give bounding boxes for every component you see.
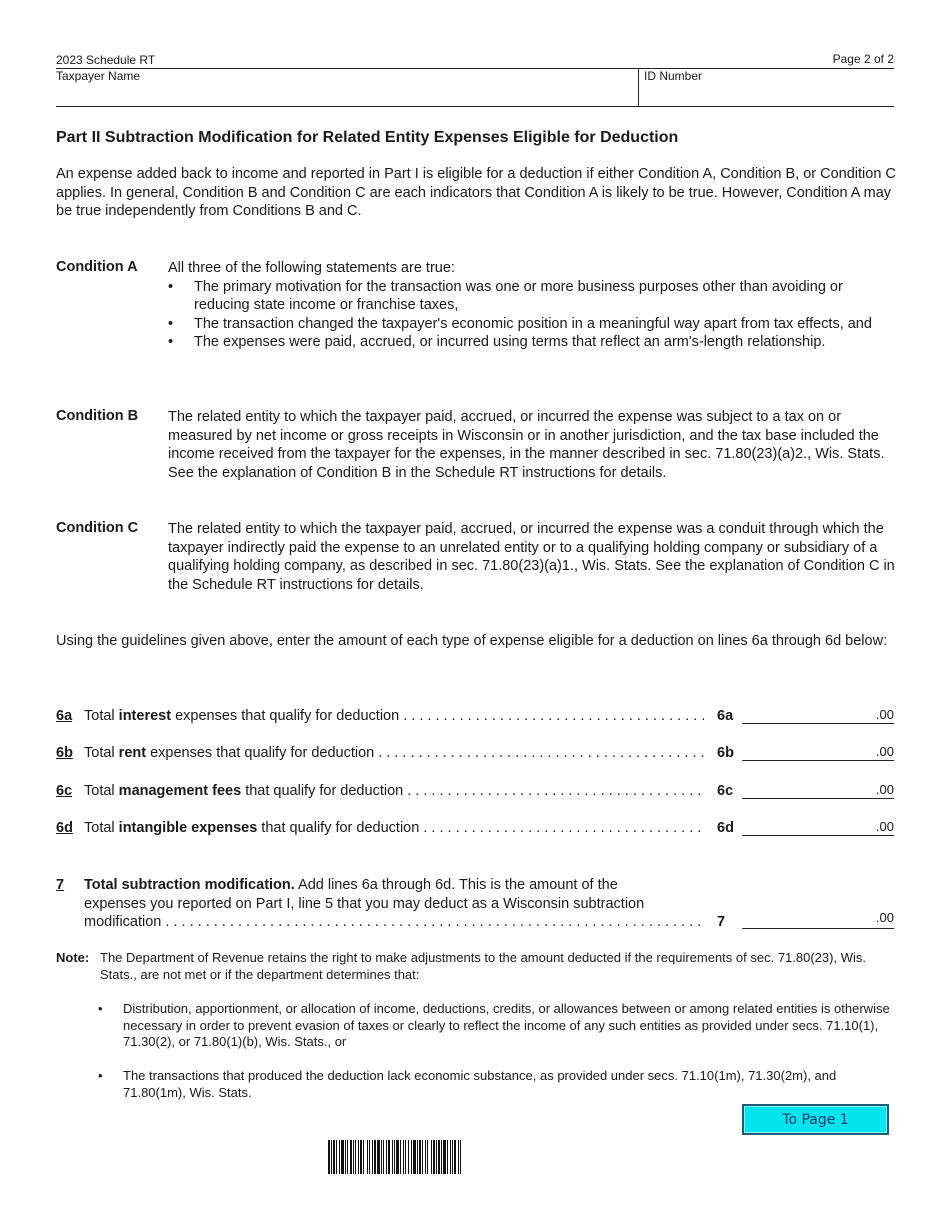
- barcode-bar: [408, 1140, 409, 1174]
- barcode-bar: [433, 1140, 435, 1174]
- barcode-bar: [443, 1140, 446, 1174]
- barcode-bar: [422, 1140, 423, 1174]
- barcode-bar: [458, 1140, 459, 1174]
- id-number-label: ID Number: [644, 69, 703, 83]
- condition-c-text: The related entity to which the taxpayer paid, accrued, or incurred the expense was a conduit through which the taxpayer indirectly paid the expense to an unrelated entity or to a qualifying holding company or subsidiary of a qualifying holding company, as described in sec. 71.80(23)(a)1., Wis. Stats. See the explanation of Condition C in the Schedule RT instructions for details.: [168, 521, 895, 593]
- line-6d: [56, 820, 896, 842]
- header-bottom-rule: [56, 106, 894, 107]
- line-code: 6c: [717, 783, 734, 799]
- barcode-bar: [400, 1140, 401, 1174]
- barcode-bar: [360, 1140, 362, 1174]
- barcode-bar: [436, 1140, 437, 1174]
- condition-a-bullet: • The primary motivation for the transaction was one or more business purposes other than avoiding or reducing state income or franchise taxes,: [168, 278, 896, 315]
- barcode-bar: [386, 1140, 387, 1174]
- barcode-bar: [355, 1140, 356, 1174]
- line-code: 7: [717, 914, 726, 930]
- barcode-bar: [392, 1140, 393, 1174]
- barcode-bar: [450, 1140, 451, 1174]
- barcode-bar: [454, 1140, 456, 1174]
- condition-b-label: Condition B: [56, 408, 139, 424]
- barcode-bar: [417, 1140, 418, 1174]
- barcode-bar: [411, 1140, 412, 1174]
- barcode-bar: [405, 1140, 406, 1174]
- barcode-bar: [452, 1140, 453, 1174]
- barcode-bar: [403, 1140, 404, 1174]
- note-text: The Department of Revenue retains the right to make adjustments to the amount deducted if the requirements of sec. 71.80(23), Wis. Stats., are not met or if the department determines that:: [100, 950, 866, 982]
- barcode-bar: [419, 1140, 421, 1174]
- condition-b-text: The related entity to which the taxpayer paid, accrued, or incurred the expense was subject to a tax on or measured by net income or gross receipts in Wisconsin or in another jurisdiction, and the tax base included the income received from the taxpayer for the expenses, in the manner described in sec. 71.80(23)(a)2., Wis. Stats. See the explanation of Condition B in the Schedule RT instructions for details.: [168, 409, 885, 481]
- line-6c: [56, 783, 896, 805]
- barcode-bar: [331, 1140, 332, 1174]
- condition-a-label: Condition A: [56, 259, 138, 275]
- line-description: Total intangible expenses that qualify for deduction . . .: [84, 820, 704, 836]
- line-6b: [56, 745, 896, 767]
- condition-a-text: [168, 259, 896, 352]
- taxpayer-name-field[interactable]: [56, 84, 636, 104]
- line-number: 6d: [56, 820, 73, 836]
- page-label: Page 2 of 2: [832, 52, 894, 66]
- barcode-bar: [427, 1140, 428, 1174]
- line-code: 6a: [717, 708, 734, 724]
- line-6c-amount-field[interactable]: [742, 779, 894, 799]
- barcode-bar: [358, 1140, 359, 1174]
- barcode-bar: [438, 1140, 440, 1174]
- taxpayer-name-label: Taxpayer Name: [56, 69, 141, 83]
- barcode-bar: [328, 1140, 330, 1174]
- line-6d-amount-field[interactable]: [742, 816, 894, 836]
- cents-label: .00: [875, 819, 894, 834]
- barcode-bar: [367, 1140, 368, 1174]
- barcode-bar: [353, 1140, 354, 1174]
- barcode-bar: [333, 1140, 335, 1174]
- barcode: [328, 1140, 624, 1174]
- line-number: 6b: [56, 745, 73, 761]
- barcode-bar: [336, 1140, 337, 1174]
- barcode-bar: [383, 1140, 384, 1174]
- barcode-bar: [388, 1140, 390, 1174]
- condition-a-list: [168, 278, 896, 352]
- line-number: 6c: [56, 783, 73, 799]
- barcode-bar: [345, 1140, 346, 1174]
- id-number-field[interactable]: [644, 84, 892, 104]
- condition-a-lead: All three of the following statements are true:: [168, 260, 455, 276]
- line-6b-amount-field[interactable]: [742, 741, 894, 761]
- part2-intro: An expense added back to income and reported in Part I is eligible for a deduction if either Condition A, Condition B, or Condition C applies. In general, Condition B and Condition C are each indicators that Condition A is likely to be true. However, Condition A may be true independently from Conditions B and C.: [56, 166, 896, 219]
- barcode-bar: [425, 1140, 426, 1174]
- part2-heading: Part II Subtraction Modification for Related Entity Expenses Eligible for Deduction: [56, 129, 679, 146]
- note-bullet-text: Distribution, apportionment, or allocation of income, deductions, credits, or allowances between or among related entities is otherwise necessary in order to prevent evasion of taxes or clearly to reflect the income of any such entities as provided under secs. 71.10(1), 71.30(2), or 71.80(1)(b), Wis. Stats., or: [123, 1001, 890, 1049]
- to-page-1-button[interactable]: To Page 1: [742, 1104, 889, 1135]
- barcode-bar: [350, 1140, 352, 1174]
- barcode-bar: [381, 1140, 382, 1174]
- barcode-bar: [372, 1140, 373, 1174]
- barcode-bar: [369, 1140, 370, 1174]
- barcode-bar: [363, 1140, 364, 1174]
- barcode-bar: [460, 1140, 461, 1174]
- line-7-amount-field[interactable]: [742, 909, 894, 929]
- cents-label: .00: [875, 707, 894, 722]
- barcode-bar: [347, 1140, 348, 1174]
- barcode-bar: [441, 1140, 442, 1174]
- condition-a-bullet: • The transaction changed the taxpayer's economic position in a meaningful way apart from tax effects, and: [168, 315, 896, 334]
- header-divider: [638, 68, 639, 107]
- line-description: Total management fees that qualify for deduction . . .: [84, 783, 704, 799]
- line-code: 6b: [717, 745, 734, 761]
- line-description: Total rent expenses that qualify for deduction . . .: [84, 745, 704, 761]
- line-number: 7: [56, 877, 65, 893]
- condition-a-bullet: • The expenses were paid, accrued, or incurred using terms that reflect an arm's-length relationship.: [168, 333, 896, 352]
- note-label: Note:: [56, 950, 90, 965]
- barcode-bar: [339, 1140, 340, 1174]
- barcode-bar: [374, 1140, 376, 1174]
- line-code: 6d: [717, 820, 734, 836]
- barcode-bar: [413, 1140, 416, 1174]
- barcode-bar: [341, 1140, 344, 1174]
- barcode-bar: [377, 1140, 380, 1174]
- condition-c-label: Condition C: [56, 520, 139, 536]
- barcode-bar: [431, 1140, 432, 1174]
- cents-label: .00: [875, 782, 894, 797]
- barcode-bar: [396, 1140, 399, 1174]
- form-title: 2023 Schedule RT: [56, 53, 156, 67]
- barcode-bar: [447, 1140, 448, 1174]
- cents-label: .00: [875, 744, 894, 759]
- barcode-bar: [394, 1140, 395, 1174]
- line-6a: [56, 708, 896, 730]
- header-top-rule: [56, 68, 894, 69]
- cents-label: .00: [875, 909, 894, 925]
- line-description: Total interest expenses that qualify for deduction . . .: [84, 708, 704, 724]
- guidelines-text: Using the guidelines given above, enter the amount of each type of expense eligible for a deduction on lines 6a through 6d below:: [56, 633, 888, 649]
- line-7-description: Total subtraction modification. Add lines 6a through 6d. This is the amount of the expenses you reported on Part I, line 5 that you may deduct as a Wisconsin subtraction modification . . .: [84, 876, 704, 932]
- note-bullet-text: The transactions that produced the deduction lack economic substance, as provided under secs. 71.10(1m), 71.30(2m), and 71.80(1m), Wis. Stats.: [123, 1068, 837, 1100]
- line-6a-amount-field[interactable]: [742, 704, 894, 724]
- line-number: 6a: [56, 708, 73, 724]
